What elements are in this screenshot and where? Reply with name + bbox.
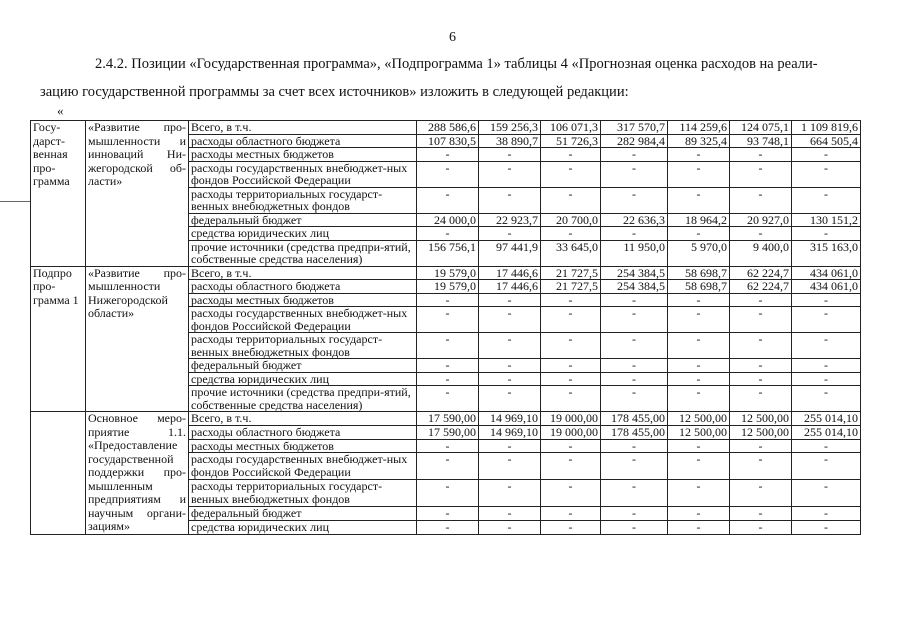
funding-source-cell: Всего, в т.ч. — [189, 121, 417, 135]
value-cell: 89 325,4 — [668, 134, 730, 148]
value-cell: - — [601, 453, 668, 480]
value-cell: - — [668, 307, 730, 333]
value-cell: - — [730, 372, 792, 386]
value-cell: - — [601, 227, 668, 241]
value-cell: 12 500,00 — [730, 425, 792, 439]
value-cell: - — [668, 293, 730, 307]
value-cell: 20 700,0 — [541, 213, 601, 227]
funding-source-cell: федеральный бюджет — [189, 359, 417, 373]
table-row — [31, 412, 861, 426]
value-cell: - — [541, 148, 601, 162]
funding-source-cell: федеральный бюджет — [189, 213, 417, 227]
value-cell: 51 726,3 — [541, 134, 601, 148]
value-cell: - — [792, 227, 861, 241]
value-cell: - — [792, 333, 861, 359]
value-cell: - — [730, 148, 792, 162]
value-cell: 19 000,00 — [541, 425, 601, 439]
value-cell: - — [730, 187, 792, 213]
value-cell: 1 109 819,6 — [792, 121, 861, 135]
value-cell: 434 061,0 — [792, 280, 861, 294]
value-cell: - — [541, 439, 601, 453]
value-cell: - — [479, 293, 541, 307]
value-cell: 22 923,7 — [479, 213, 541, 227]
value-cell: - — [417, 148, 479, 162]
funding-source-cell: Всего, в т.ч. — [189, 412, 417, 426]
value-cell: 14 969,10 — [479, 412, 541, 426]
value-cell: 254 384,5 — [601, 266, 668, 280]
value-cell: - — [479, 187, 541, 213]
value-cell: 5 970,0 — [668, 240, 730, 266]
value-cell: 58 698,7 — [668, 266, 730, 280]
value-cell: - — [792, 480, 861, 507]
funding-source-cell: федеральный бюджет — [189, 506, 417, 520]
funding-source-cell: расходы областного бюджета — [189, 280, 417, 294]
value-cell: - — [479, 372, 541, 386]
value-cell: - — [479, 148, 541, 162]
value-cell: 62 224,7 — [730, 266, 792, 280]
funding-source-cell: расходы государственных внебюджет-ных фондов Российской Федерации — [189, 307, 417, 333]
funding-source-cell: Всего, в т.ч. — [189, 266, 417, 280]
value-cell: 254 384,5 — [601, 280, 668, 294]
value-cell: - — [417, 480, 479, 507]
value-cell: - — [417, 227, 479, 241]
value-cell: - — [792, 439, 861, 453]
program-status-cell — [31, 412, 86, 535]
value-cell: - — [792, 293, 861, 307]
funding-source-cell: прочие источники (средства предпри-ятий, собственные средства населения) — [189, 240, 417, 266]
value-cell: - — [479, 439, 541, 453]
value-cell: - — [417, 161, 479, 187]
value-cell: - — [479, 480, 541, 507]
value-cell: - — [730, 386, 792, 412]
value-cell: - — [541, 520, 601, 534]
value-cell: - — [601, 506, 668, 520]
funding-source-cell: расходы территориальных государст-венных внебюджетных фондов — [189, 333, 417, 359]
funding-source-cell: расходы государственных внебюджет-ных фондов Российской Федерации — [189, 161, 417, 187]
intro-line-1: 2.4.2. Позиции «Государственная программа», «Подпрограмма 1» таблицы 4 «Прогнозная оценка расходов на реали- — [95, 56, 818, 72]
value-cell: 17 446,6 — [479, 266, 541, 280]
budget-table — [30, 120, 861, 535]
program-status-cell: Подпро про-грамма 1 — [31, 266, 86, 412]
value-cell: - — [730, 506, 792, 520]
program-name-cell: «Развитие про-мышленности Нижегородской области» — [86, 266, 189, 412]
value-cell: 12 500,00 — [668, 425, 730, 439]
value-cell: - — [541, 161, 601, 187]
budget-table-body — [31, 121, 861, 535]
value-cell: 107 830,5 — [417, 134, 479, 148]
value-cell: - — [601, 359, 668, 373]
value-cell: - — [479, 333, 541, 359]
value-cell: 19 579,0 — [417, 266, 479, 280]
value-cell: - — [730, 453, 792, 480]
value-cell: 255 014,10 — [792, 412, 861, 426]
value-cell: - — [541, 480, 601, 507]
value-cell: 12 500,00 — [668, 412, 730, 426]
value-cell: - — [417, 307, 479, 333]
value-cell: - — [792, 453, 861, 480]
value-cell: - — [792, 148, 861, 162]
value-cell: - — [730, 293, 792, 307]
value-cell: - — [479, 453, 541, 480]
value-cell: - — [541, 227, 601, 241]
program-name-cell: «Развитие про-мышленности и инноваций Ни-жегородской об-ласти» — [86, 121, 189, 267]
value-cell: 21 727,5 — [541, 266, 601, 280]
value-cell: 178 455,00 — [601, 425, 668, 439]
value-cell: 124 075,1 — [730, 121, 792, 135]
value-cell: 288 586,6 — [417, 121, 479, 135]
value-cell: - — [601, 372, 668, 386]
value-cell: - — [417, 293, 479, 307]
value-cell: 21 727,5 — [541, 280, 601, 294]
value-cell: 11 950,0 — [601, 240, 668, 266]
value-cell: - — [541, 506, 601, 520]
value-cell: - — [417, 386, 479, 412]
table-row — [31, 121, 861, 135]
value-cell: 19 000,00 — [541, 412, 601, 426]
value-cell: - — [541, 293, 601, 307]
value-cell: - — [541, 307, 601, 333]
value-cell: 62 224,7 — [730, 280, 792, 294]
value-cell: - — [541, 359, 601, 373]
value-cell: - — [541, 453, 601, 480]
value-cell: 156 756,1 — [417, 240, 479, 266]
value-cell: - — [668, 480, 730, 507]
value-cell: - — [668, 439, 730, 453]
value-cell: - — [668, 386, 730, 412]
value-cell: - — [601, 333, 668, 359]
value-cell: - — [730, 333, 792, 359]
funding-source-cell: расходы местных бюджетов — [189, 439, 417, 453]
value-cell: - — [668, 148, 730, 162]
value-cell: 255 014,10 — [792, 425, 861, 439]
value-cell: - — [417, 453, 479, 480]
funding-source-cell: расходы областного бюджета — [189, 425, 417, 439]
funding-source-cell: расходы территориальных государст-венных внебюджетных фондов — [189, 187, 417, 213]
funding-source-cell: расходы местных бюджетов — [189, 293, 417, 307]
value-cell: 14 969,10 — [479, 425, 541, 439]
value-cell: 33 645,0 — [541, 240, 601, 266]
intro-paragraph — [40, 50, 860, 106]
funding-source-cell: расходы областного бюджета — [189, 134, 417, 148]
value-cell: - — [668, 453, 730, 480]
value-cell: - — [601, 161, 668, 187]
value-cell: 24 000,0 — [417, 213, 479, 227]
opening-quote: « — [57, 103, 64, 118]
value-cell: 19 579,0 — [417, 280, 479, 294]
value-cell: 12 500,00 — [730, 412, 792, 426]
value-cell: - — [417, 372, 479, 386]
value-cell: - — [668, 506, 730, 520]
value-cell: 315 163,0 — [792, 240, 861, 266]
value-cell: - — [417, 333, 479, 359]
value-cell: - — [730, 359, 792, 373]
value-cell: - — [417, 520, 479, 534]
value-cell: - — [417, 359, 479, 373]
value-cell: 17 446,6 — [479, 280, 541, 294]
value-cell: - — [541, 372, 601, 386]
funding-source-cell: прочие источники (средства предпри-ятий, собственные средства населения) — [189, 386, 417, 412]
value-cell: 58 698,7 — [668, 280, 730, 294]
value-cell: - — [792, 307, 861, 333]
value-cell: - — [479, 359, 541, 373]
value-cell: 93 748,1 — [730, 134, 792, 148]
margin-mark — [0, 201, 30, 202]
value-cell: - — [601, 480, 668, 507]
value-cell: 178 455,00 — [601, 412, 668, 426]
value-cell: - — [601, 386, 668, 412]
funding-source-cell: средства юридических лиц — [189, 227, 417, 241]
value-cell: - — [541, 333, 601, 359]
value-cell: 106 071,3 — [541, 121, 601, 135]
value-cell: - — [730, 307, 792, 333]
value-cell: - — [668, 333, 730, 359]
value-cell: 38 890,7 — [479, 134, 541, 148]
page-number: 6 — [449, 30, 456, 45]
value-cell: - — [668, 359, 730, 373]
value-cell: 22 636,3 — [601, 213, 668, 227]
value-cell: - — [668, 187, 730, 213]
value-cell: - — [601, 307, 668, 333]
value-cell: - — [668, 161, 730, 187]
value-cell: - — [479, 161, 541, 187]
value-cell: 434 061,0 — [792, 266, 861, 280]
funding-source-cell: средства юридических лиц — [189, 372, 417, 386]
funding-source-cell: средства юридических лиц — [189, 520, 417, 534]
program-status-cell: Госу-дарст-венная про-грамма — [31, 121, 86, 267]
value-cell: - — [479, 520, 541, 534]
table-row — [31, 266, 861, 280]
value-cell: - — [601, 520, 668, 534]
value-cell: - — [792, 520, 861, 534]
value-cell: - — [479, 307, 541, 333]
value-cell: - — [417, 506, 479, 520]
funding-source-cell: расходы местных бюджетов — [189, 148, 417, 162]
program-name-cell: Основное меро-приятие 1.1. «Предоставление государственной поддержки про-мышленным предприятиям и научным органи-зациям» — [86, 412, 189, 535]
value-cell: 317 570,7 — [601, 121, 668, 135]
value-cell: - — [479, 386, 541, 412]
value-cell: 114 259,6 — [668, 121, 730, 135]
value-cell: - — [792, 161, 861, 187]
funding-source-cell: расходы территориальных государст-венных внебюджетных фондов — [189, 480, 417, 507]
value-cell: - — [601, 148, 668, 162]
value-cell: 17 590,00 — [417, 425, 479, 439]
value-cell: - — [792, 386, 861, 412]
value-cell: - — [601, 293, 668, 307]
value-cell: - — [668, 227, 730, 241]
value-cell: - — [730, 227, 792, 241]
value-cell: - — [601, 439, 668, 453]
value-cell: - — [541, 386, 601, 412]
value-cell: - — [668, 520, 730, 534]
value-cell: - — [792, 359, 861, 373]
value-cell: 130 151,2 — [792, 213, 861, 227]
value-cell: - — [792, 187, 861, 213]
value-cell: - — [730, 480, 792, 507]
funding-source-cell: расходы государственных внебюджет-ных фондов Российской Федерации — [189, 453, 417, 480]
value-cell: 20 927,0 — [730, 213, 792, 227]
intro-line-2: зацию государственной программы за счет всех источников» изложить в следующей редакции: — [40, 84, 629, 100]
value-cell: 159 256,3 — [479, 121, 541, 135]
value-cell: - — [668, 372, 730, 386]
value-cell: - — [417, 439, 479, 453]
value-cell: 9 400,0 — [730, 240, 792, 266]
value-cell: 282 984,4 — [601, 134, 668, 148]
value-cell: 664 505,4 — [792, 134, 861, 148]
value-cell: 18 964,2 — [668, 213, 730, 227]
value-cell: - — [417, 187, 479, 213]
value-cell: 17 590,00 — [417, 412, 479, 426]
value-cell: - — [730, 439, 792, 453]
value-cell: - — [792, 372, 861, 386]
value-cell: 97 441,9 — [479, 240, 541, 266]
value-cell: - — [479, 227, 541, 241]
value-cell: - — [479, 506, 541, 520]
value-cell: - — [730, 520, 792, 534]
value-cell: - — [541, 187, 601, 213]
value-cell: - — [601, 187, 668, 213]
value-cell: - — [792, 506, 861, 520]
value-cell: - — [730, 161, 792, 187]
